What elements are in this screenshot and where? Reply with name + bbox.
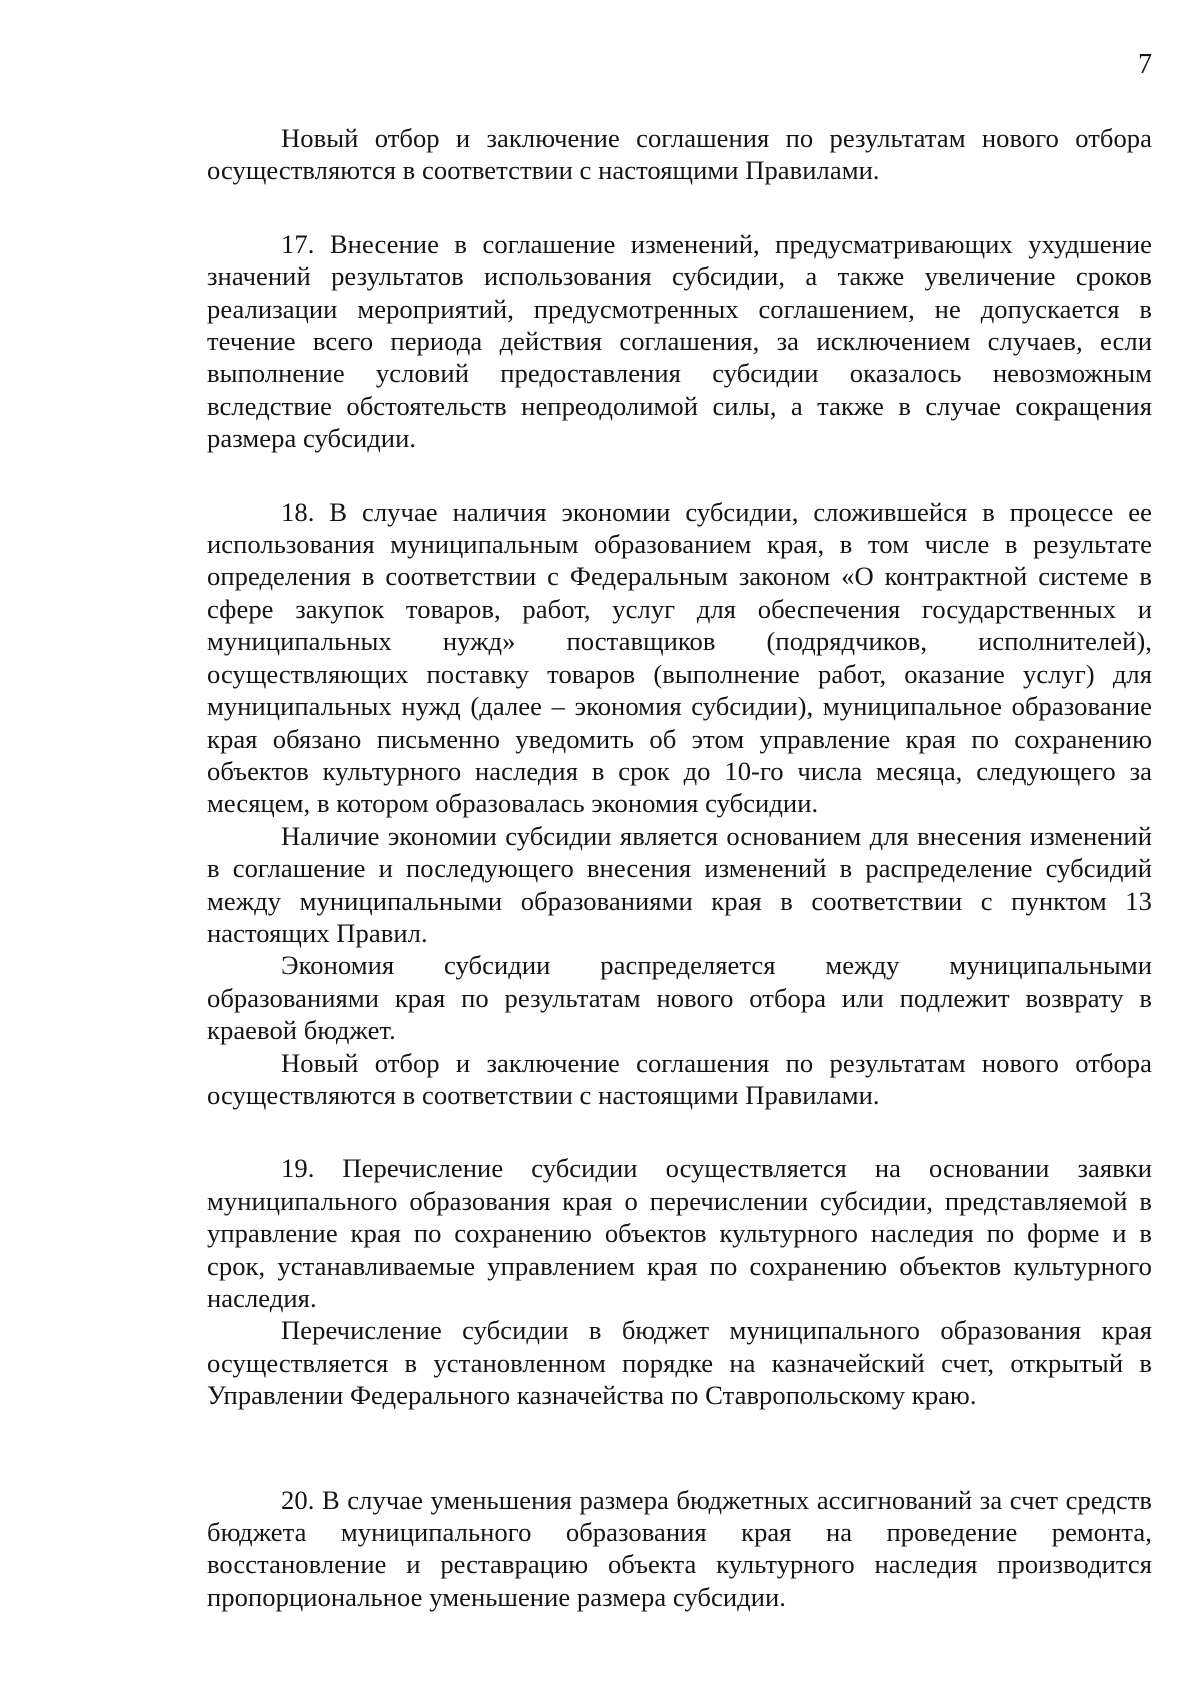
paragraph-clause-19: 19. Перечисление субсидии осуществляется на основании заявки муниципального образования края о перечислении субсидии, представляемой в управление края по сохранению объектов культурного наследия по форме и в срок, устанавливаемые управлением края по сохранению объектов культурного наследия. — [207, 1153, 1152, 1313]
paragraph-savings-basis: Наличие экономии субсидии является основанием для внесения изменений в соглашение и последующего внесения изменений в распределение субсидий между муниципальными образованиями края в соответствии с пунктом 13 настоящих Правил. — [207, 820, 1152, 948]
paragraph-clause-17: 17. Внесение в соглашение изменений, предусматривающих ухудшение значений результатов использования субсидии, а также увеличение сроков реализации мероприятий, предусмотренных соглашением, не допускается в течение всего периода действия соглашения, за исключением случаев, если выполнение условий предоставления субсидии оказалось невозможным вследствие обстоятельств непреодолимой силы, а также в случае сокращения размера субсидии. — [207, 228, 1152, 454]
paragraph-savings-distribution: Экономия субсидии распределяется между муниципальными образованиями края по результатам нового отбора или подлежит возврату в краевой бюджет. — [207, 950, 1152, 1046]
document-body — [207, 122, 1152, 1613]
paragraph-transfer: Перечисление субсидии в бюджет муниципального образования края осуществляется в установленном порядке на казначейский счет, открытый в Управлении Федерального казначейства по Ставропольскому краю. — [207, 1315, 1152, 1411]
paragraph-clause-18: 18. В случае наличия экономии субсидии, сложившейся в процессе ее использования муниципальным образованием края, в том числе в результате определения в соответствии с Федеральным законом «О контрактной системе в сфере закупок товаров, работ, услуг для обеспечения государственных и муниципальных нужд» поставщиков (подрядчиков, исполнителей), осуществляющих поставку товаров (выполнение работ, оказание услуг) для муниципальных нужд (далее – экономия субсидии), муниципальное образование края обязано письменно уведомить об этом управление края по сохранению объектов культурного наследия в срок до 10-го числа месяца, следующего за месяцем, в котором образовалась экономия субсидии. — [207, 496, 1152, 819]
paragraph-clause-20: 20. В случае уменьшения размера бюджетных ассигнований за счет средств бюджета муниципального образования края на проведение ремонта, восстановление и реставрацию объекта культурного наследия производится пропорциональное уменьшение размера субсидии. — [207, 1484, 1152, 1612]
paragraph-new-selection-1: Новый отбор и заключение соглашения по результатам нового отбора осуществляются в соответствии с настоящими Правилами. — [207, 123, 1152, 186]
page-number: 7 — [1138, 49, 1152, 80]
paragraph-new-selection-2: Новый отбор и заключение соглашения по результатам нового отбора осуществляются в соответствии с настоящими Правилами. — [207, 1047, 1152, 1110]
